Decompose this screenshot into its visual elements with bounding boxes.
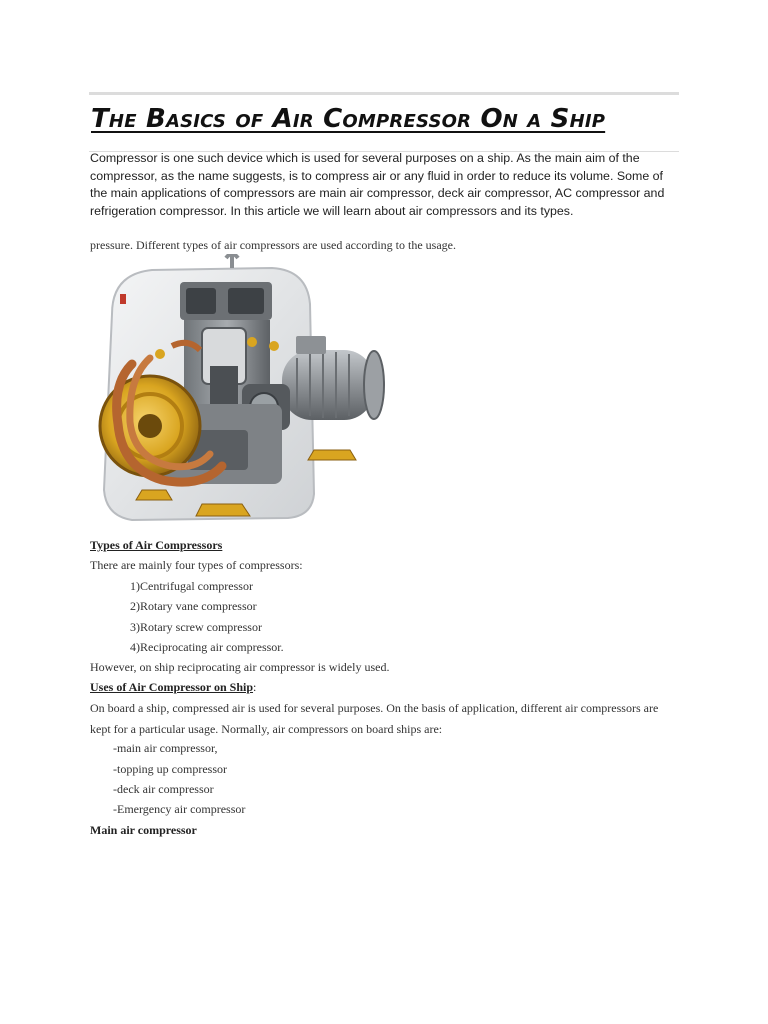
types-note: However, on ship reciprocating air compressor is widely used. (90, 660, 390, 674)
list-item: -main air compressor, (113, 741, 218, 755)
main-compressor-heading: Main air compressor (90, 823, 197, 837)
list-item: 4)Reciprocating air compressor. (130, 640, 284, 654)
uses-heading (90, 680, 256, 695)
list-item: -deck air compressor (113, 782, 214, 796)
list-item: 2)Rotary vane compressor (130, 599, 257, 613)
top-divider (89, 92, 679, 95)
air-compressor-image (92, 254, 392, 534)
intro-paragraph: Compressor is one such device which is used for several purposes on a ship. As the main aim of the compressor, as the name suggests, is to compress air or any fluid in order to reduce its volume. Some of the main applications of compressors are main air compressor, deck air compressor, AC compressor and refrigeration compressor. In this article we will learn about air compressors and its types. (90, 151, 665, 218)
pressure-line: pressure. Different types of air compressors are used according to the usage. (90, 238, 456, 252)
page-title: The Basics of Air Compressor On a Ship (91, 104, 606, 134)
uses-paragraph: On board a ship, compressed air is used for several purposes. On the basis of application, different air compressors are kept for a particular usage. Normally, air compressors on board ships are: (90, 701, 659, 736)
list-item: 1)Centrifugal compressor (130, 579, 253, 593)
types-lead: There are mainly four types of compressors: (90, 558, 303, 572)
list-item: -Emergency air compressor (113, 802, 246, 816)
types-heading: Types of Air Compressors (90, 538, 223, 552)
list-item: -topping up compressor (113, 762, 227, 776)
uses-heading-text: Uses of Air Compressor on Ship (90, 680, 254, 694)
uses-heading-colon: : (253, 680, 257, 694)
list-item: 3)Rotary screw compressor (130, 620, 262, 634)
